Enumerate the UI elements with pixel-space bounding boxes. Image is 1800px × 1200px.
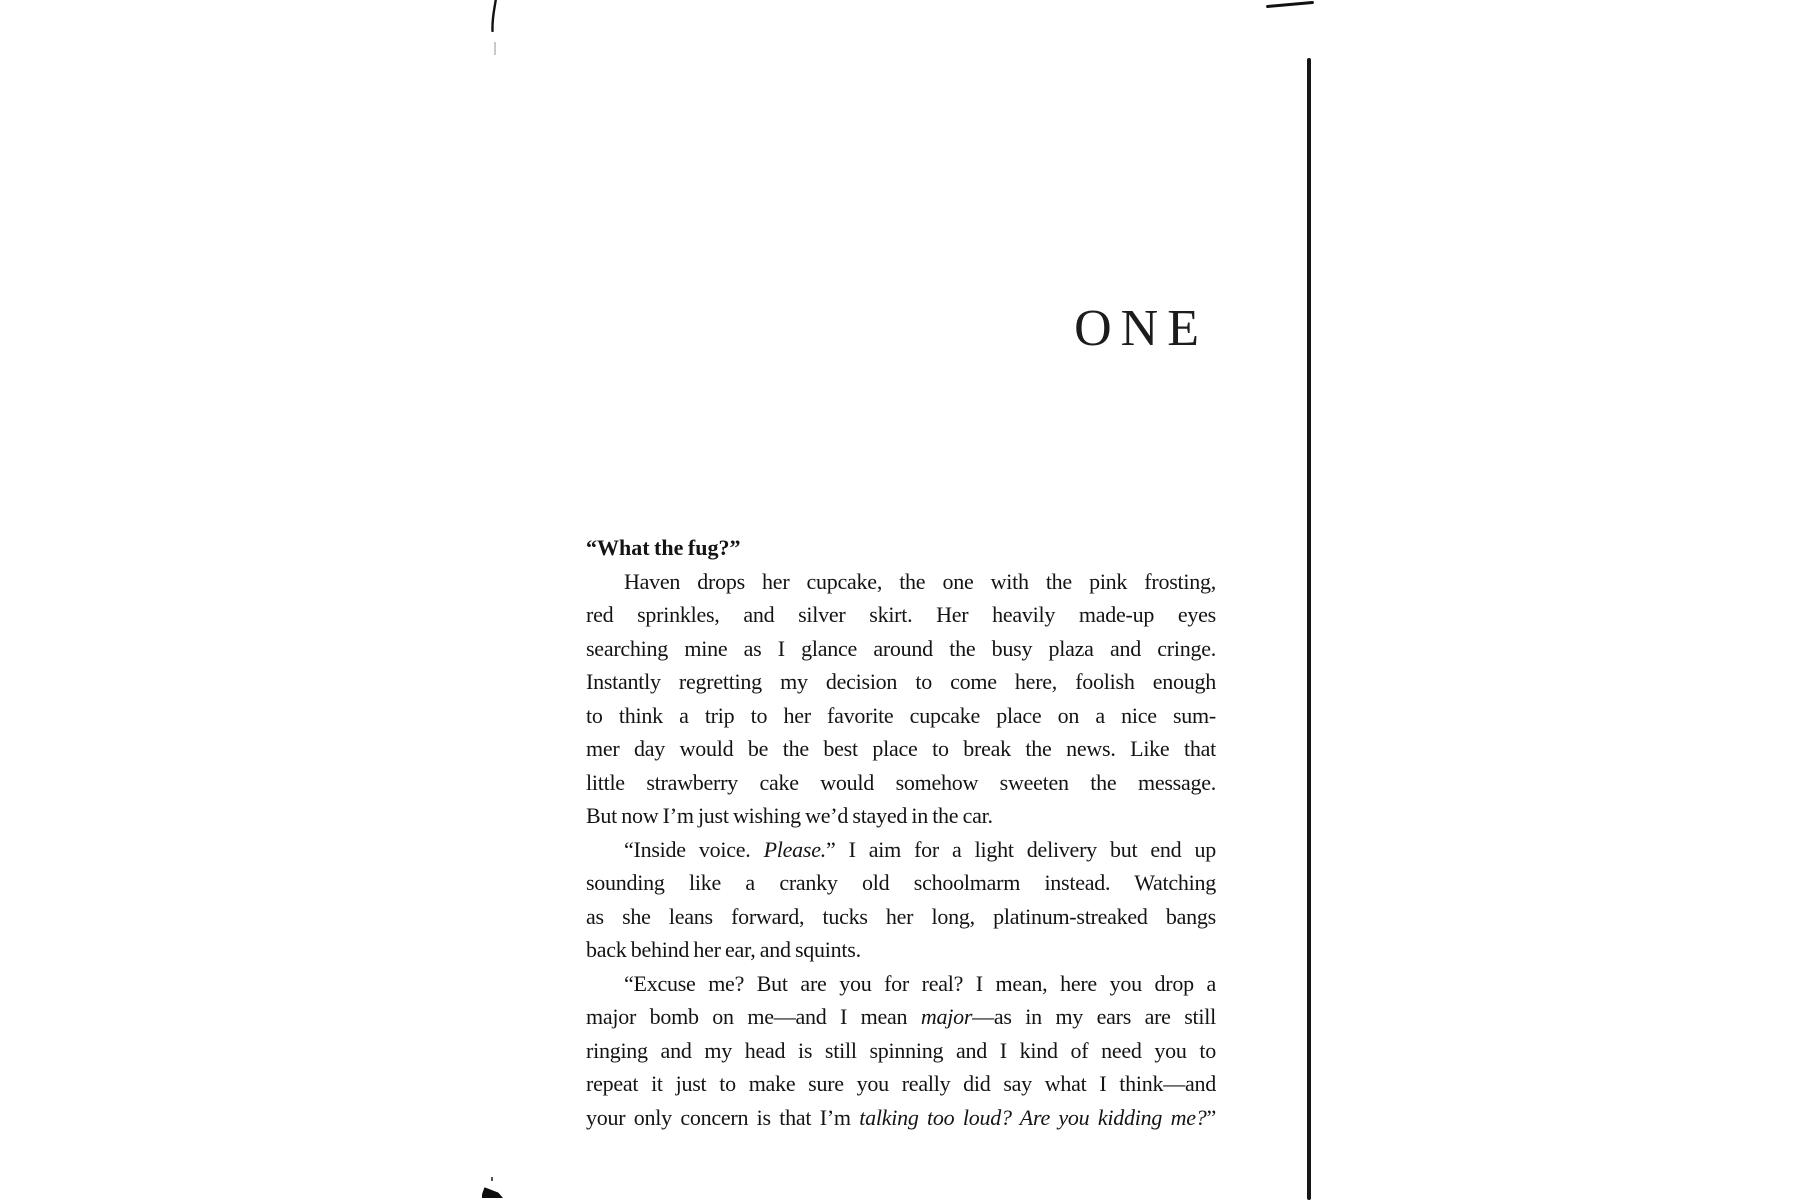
scan-smudge-bottom-left	[482, 1186, 503, 1198]
text-segment: red sprinkles, and silver skirt. Her heavily made-up eyes	[586, 602, 1216, 627]
scan-mark-top-left-faint	[494, 42, 496, 55]
scan-smudge-dot	[491, 1177, 493, 1181]
text-line	[586, 699, 1216, 733]
text-segment: ringing and my head is still spinning and I kind of need you to	[586, 1037, 1216, 1063]
text-segment: little strawberry cake would somehow sweeten the message.	[586, 769, 1216, 795]
text-line	[586, 665, 1216, 699]
text-line	[586, 933, 1216, 967]
text-line	[586, 833, 1216, 867]
text-segment: But now I’m just wishing we’d stayed in the car.	[586, 803, 993, 828]
text-segment: as she leans forward, tucks her long, platinum-streaked bangs	[586, 903, 1216, 929]
text-segment: sounding like a cranky old schoolmarm instead. Watching	[586, 870, 1216, 895]
text-segment: “Inside voice.	[624, 836, 764, 862]
text-line	[586, 565, 1216, 599]
text-line	[586, 799, 1216, 833]
text-line	[586, 531, 1216, 565]
text-line	[586, 866, 1216, 900]
text-line	[586, 1034, 1216, 1068]
scan-mark-top-right	[1266, 1, 1314, 8]
chapter-title: ONE	[1074, 300, 1208, 357]
text-segment: mer day would be the best place to break the news. Like that	[586, 736, 1216, 761]
text-line	[586, 967, 1216, 1001]
text-segment: Instantly regretting my decision to come here, foolish enough	[586, 669, 1216, 694]
text-segment: “What the fug?”	[586, 535, 741, 560]
text-segment: to think a trip to her favorite cupcake place on a nice sum-	[586, 702, 1216, 728]
text-segment: major	[920, 1004, 973, 1029]
text-line	[586, 900, 1216, 934]
text-segment: talking too loud? Are you kidding me?	[859, 1104, 1207, 1130]
page-edge-line	[1307, 58, 1311, 1200]
text-segment: Haven drops her cupcake, the one with the pink frosting,	[624, 568, 1216, 594]
text-line	[586, 598, 1216, 632]
text-line	[586, 1000, 1216, 1034]
text-segment: major bomb on me—and I mean	[586, 1004, 921, 1029]
text-segment: —as in my ears are still	[972, 1004, 1216, 1029]
text-segment: Please.	[763, 836, 826, 862]
text-line	[586, 632, 1216, 666]
scan-mark-top-left-icon	[488, 0, 500, 32]
text-line	[586, 766, 1216, 800]
text-segment: “Excuse me? But are you for real? I mean, here you drop a	[624, 970, 1216, 996]
body-text	[586, 531, 1216, 1134]
text-line	[586, 732, 1216, 766]
text-segment: repeat it just to make sure you really did say what I think—and	[586, 1071, 1216, 1096]
text-segment: your only concern is that I’m	[586, 1104, 860, 1130]
text-line	[586, 1101, 1216, 1135]
text-line	[586, 1067, 1216, 1101]
text-segment: back behind her ear, and squints.	[586, 937, 861, 962]
text-segment: searching mine as I glance around the busy plaza and cringe.	[586, 635, 1216, 661]
text-segment: ” I aim for a light delivery but end up	[826, 836, 1217, 862]
text-segment: ”	[1206, 1104, 1216, 1130]
